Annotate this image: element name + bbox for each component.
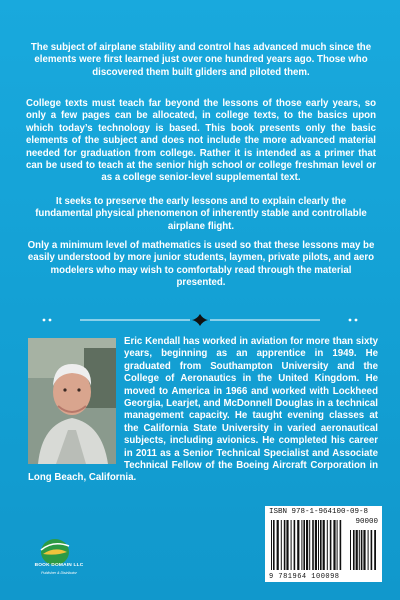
- isbn-label: ISBN 978-1-964100-09-8: [269, 508, 369, 516]
- barcode-digits: 9 781964 100098: [269, 573, 340, 581]
- publisher-name: BOOK DOMAIN LLC: [34, 563, 84, 568]
- price-barcode-bars: [350, 530, 376, 570]
- photo-spacer: [28, 336, 124, 464]
- publisher-tagline: Publisher & Distributor: [41, 571, 77, 575]
- price-code: 90000: [355, 518, 378, 526]
- divider-ornament: [40, 314, 360, 326]
- author-bio: Eric Kendall has worked in aviation for more than sixty years, beginning as an apprentice in 1949. He graduated from Southampton University and the College of Aeronautics in the United Kingdom. He moved to America in 1966 and worked with Lockheed Georgia, Learjet, and McDonnell Douglas in a technical management capacity. He taught evening classes at the California State University in varied aeronautical subjects, including avionics. He completed his career in 2011 as a Senior Technical Specialist and Associate Technical Fellow of the Boeing Aircraft Corporation in Long Beach, California.: [28, 336, 378, 484]
- isbn-barcode-box: [265, 506, 382, 582]
- author-bio-block: [28, 336, 378, 485]
- purpose-paragraph: It seeks to preserve the early lessons and to explain clearly the fundamental physical phenomenon of inherently stable and controllable airplane flight.: [35, 196, 367, 232]
- barcode-bars: [271, 520, 343, 570]
- mathematics-paragraph: Only a minimum level of mathematics is used so that these lessons may be easily understood by more junior students, laymen, private pilots, and aero modelers who may wish to comfortably read through the material presented.: [27, 240, 375, 289]
- intro-paragraph: The subject of airplane stability and control has advanced much since the elements were first learned just over one hundred years ago. Those who discovered them built gliders and piloted them.: [30, 42, 372, 78]
- college-texts-paragraph: College texts must teach far beyond the lessons of those early years, so only a few pages can be allocated, in college texts, to the basics upon which today’s technology is based. This book presents only the basic elements of the subject and does not include the more advanced material needed for graduation from college. Rather it is intended as a primer that can be used to teach at the senior high school or college freshman level or as a college senior-level supplemental text.: [26, 98, 376, 184]
